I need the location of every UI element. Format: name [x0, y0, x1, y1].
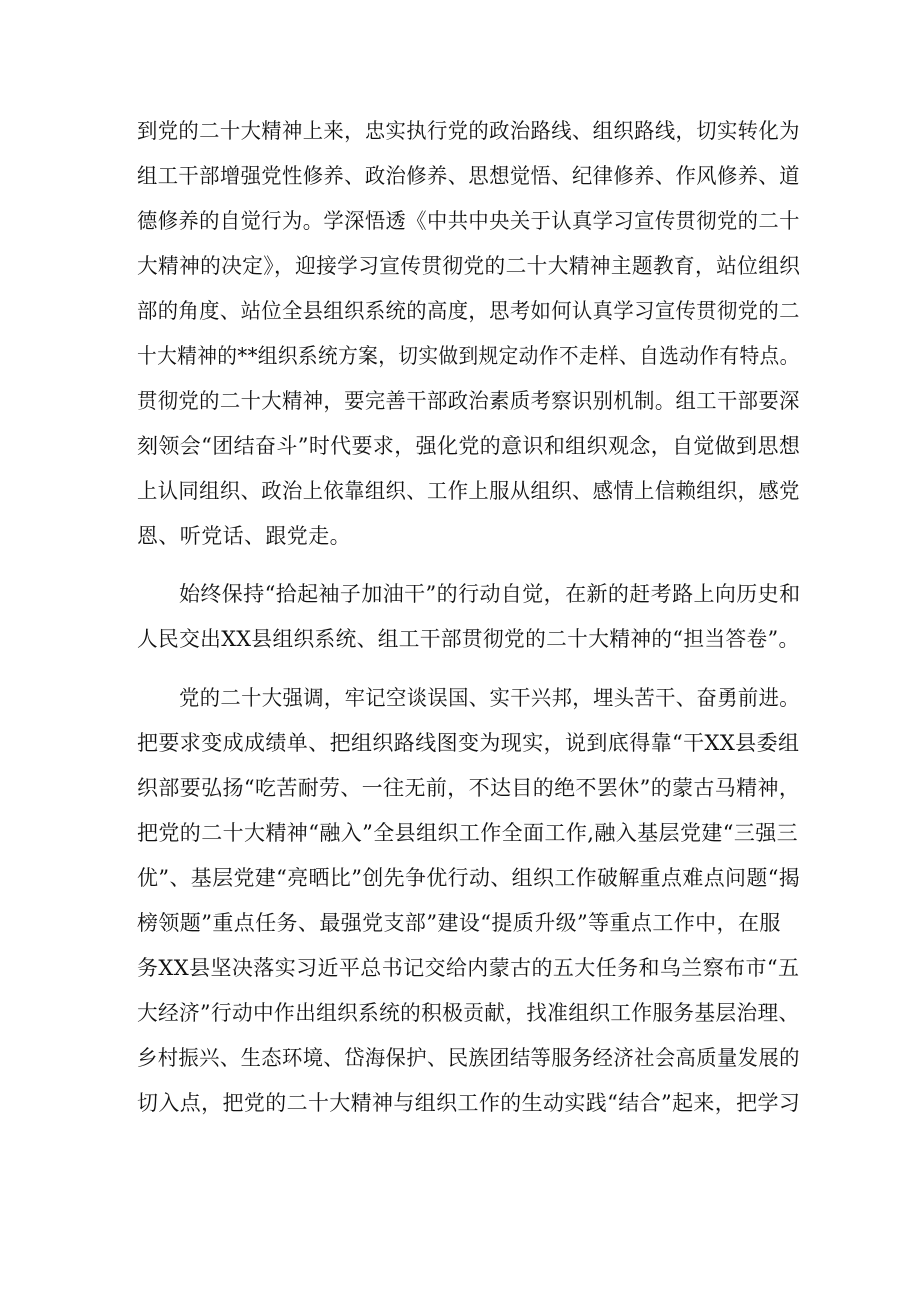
paragraph-3-line-3: 织部要弘扬“吃苦耐劳、一往无前，不达目的绝不罢休”的蒙古马精神，: [137, 776, 801, 800]
paragraph-1-line-5: 部的角度、站位全县组织系统的高度，思考如何认真学习宣传贯彻党的二: [137, 299, 800, 323]
paragraph-1-line-2: 组工干部增强党性修养、政治修养、思想觉悟、纪律修养、作风修养、道: [137, 164, 800, 188]
paragraph-3-line-4: 把党的二十大精神“融入”全县组织工作全面工作,融入基层党建“三强三: [137, 821, 799, 845]
paragraph-3-line-5: 优”、基层党建“亮晒比”创先争优行动、组织工作破解重点难点问题“揭: [137, 866, 801, 890]
paragraph-3-line-7: 务XX县坚决落实习近平总书记交给内蒙古的五大任务和乌兰察布市“五: [137, 956, 800, 980]
paragraph-3-line-1: 党的二十大强调，牢记空谈误国、实干兴邦，埋头苦干、奋勇前进。: [179, 686, 801, 710]
paragraph-1-line-4: 大精神的决定》，迎接学习宣传贯彻党的二十大精神主题教育，站位组织: [137, 254, 801, 278]
paragraph-3-line-6: 榜领题”重点任务、最强党支部”建设“提质升级”等重点工作中，在服: [137, 911, 781, 935]
paragraph-1-line-1: 到党的二十大精神上来，忠实执行党的政治路线、组织路线，切实转化为: [137, 119, 800, 143]
paragraph-1-line-10: 恩、听党话、跟党走。: [137, 524, 351, 548]
paragraph-2-line-2: 人民交出XX县组织系统、组工干部贯彻党的二十大精神的“担当答卷”。: [137, 627, 800, 651]
paragraph-3-line-10: 切入点，把党的二十大精神与组织工作的生动实践“结合”起来，把学习: [137, 1091, 801, 1115]
paragraph-1-line-7: 贯彻党的二十大精神，要完善干部政治素质考察识别机制。组工干部要深: [137, 389, 800, 413]
paragraph-1-line-9: 上认同组织、政治上依靠组织、工作上服从组织、感情上信赖组织，感党: [137, 479, 800, 503]
paragraph-3-line-8: 大经济”行动中作出组织系统的积极贡献，找准组织工作服务基层治理、: [137, 1001, 800, 1025]
paragraph-3-line-9: 乡村振兴、生态环境、岱海保护、民族团结等服务经济社会高质量发展的: [137, 1046, 800, 1070]
paragraph-1-line-6: 十大精神的**组织系统方案，切实做到规定动作不走样、自选动作有特点。: [137, 344, 800, 368]
paragraph-1-line-8: 刻领会“团结奋斗”时代要求，强化党的意识和组织观念，自觉做到思想: [137, 434, 801, 458]
paragraph-1-line-3: 德修养的自觉行为。学深悟透《中共中央关于认真学习宣传贯彻党的二十: [137, 209, 800, 233]
paragraph-3-line-2: 把要求变成成绩单、把组织路线图变为现实，说到底得靠“干XX县委组: [137, 731, 800, 755]
paragraph-2-line-1: 始终保持“拾起袖子加油干”的行动自觉，在新的赶考路上向历史和: [179, 582, 801, 606]
